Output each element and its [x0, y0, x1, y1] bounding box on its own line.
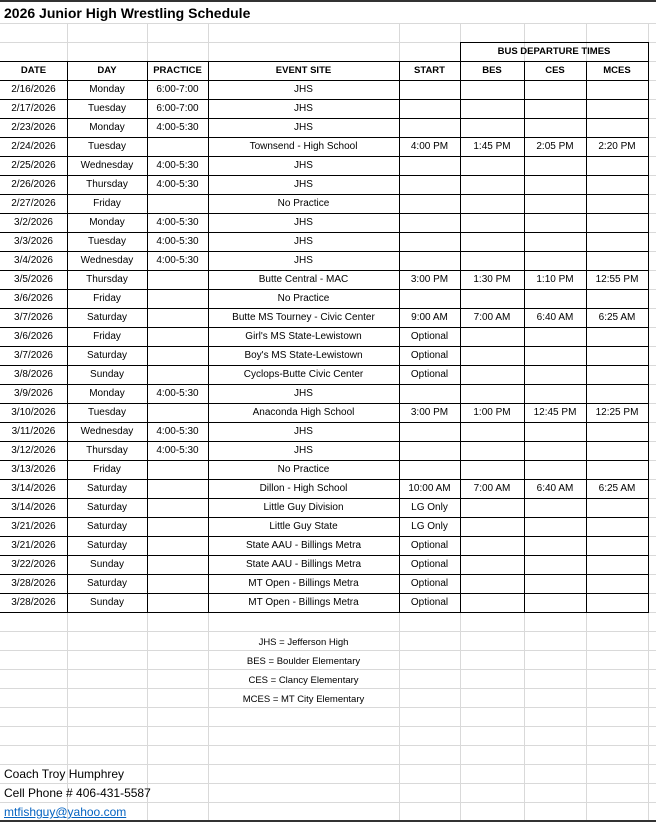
cell-site[interactable]: Boy's MS State-Lewistown [244, 350, 363, 361]
cell-site[interactable]: Little Guy State [269, 521, 338, 532]
table-row [0, 403, 656, 422]
cell-site[interactable]: MT Open - Billings Metra [248, 597, 359, 608]
cell-mces[interactable] [586, 99, 648, 118]
cell-bes[interactable] [460, 289, 524, 308]
cell-day[interactable]: Wednesday [80, 426, 134, 437]
cell-mces[interactable] [586, 232, 648, 251]
cell-bes[interactable]: 1:00 PM [473, 407, 511, 418]
cell-date[interactable]: 3/5/2026 [14, 274, 53, 285]
gridline [0, 631, 656, 632]
cell-day[interactable]: Monday [89, 388, 125, 399]
cell-practice[interactable] [147, 365, 208, 384]
cell-ces[interactable] [524, 555, 586, 574]
cell-start[interactable]: Optional [410, 597, 449, 608]
cell-date[interactable]: 2/16/2026 [11, 84, 56, 95]
cell-start[interactable] [399, 80, 460, 99]
cell-day[interactable]: Thursday [86, 445, 128, 456]
cell-ces[interactable] [524, 593, 586, 612]
cell-day[interactable]: Friday [93, 464, 121, 475]
cell-start[interactable]: Optional [410, 578, 449, 589]
cell-practice[interactable] [147, 308, 208, 327]
table-row [0, 213, 656, 232]
cell-day[interactable]: Tuesday [88, 236, 126, 247]
cell-start[interactable] [399, 384, 460, 403]
cell-practice[interactable] [147, 593, 208, 612]
cell-date[interactable]: 3/10/2026 [11, 407, 56, 418]
cell-date[interactable]: 3/7/2026 [14, 350, 53, 361]
cell-ces[interactable] [524, 194, 586, 213]
cell-ces[interactable] [524, 384, 586, 403]
cell-date[interactable]: 3/8/2026 [14, 369, 53, 380]
cell-ces[interactable] [524, 498, 586, 517]
cell-day[interactable]: Tuesday [88, 141, 126, 152]
coach-email-link[interactable]: mtfishguy@yahoo.com [4, 805, 127, 819]
cell-mces[interactable] [586, 118, 648, 137]
cell-bes[interactable] [460, 460, 524, 479]
cell-day[interactable]: Thursday [86, 179, 128, 190]
cell-site[interactable]: JHS [294, 122, 313, 133]
table-border [0, 612, 649, 613]
legend-bes: BES = Boulder Elementary [246, 656, 361, 667]
cell-ces[interactable]: 6:40 AM [536, 483, 574, 494]
cell-day[interactable]: Monday [89, 84, 125, 95]
table-row [0, 99, 656, 118]
cell-bes[interactable] [460, 194, 524, 213]
cell-day[interactable]: Saturday [86, 540, 128, 551]
table-row [0, 593, 656, 612]
table-row [0, 289, 656, 308]
cell-ces[interactable] [524, 232, 586, 251]
cell-date[interactable]: 3/14/2026 [11, 483, 56, 494]
cell-mces[interactable] [586, 80, 648, 99]
cell-practice[interactable] [147, 289, 208, 308]
cell-bes[interactable] [460, 422, 524, 441]
cell-day[interactable]: Monday [89, 217, 125, 228]
gridline [524, 612, 525, 820]
cell-date[interactable]: 2/26/2026 [11, 179, 56, 190]
cell-site[interactable]: JHS [294, 388, 313, 399]
col-header-practice: PRACTICE [153, 65, 202, 76]
cell-date[interactable]: 3/21/2026 [11, 521, 56, 532]
cell-bes[interactable]: 7:00 AM [473, 483, 511, 494]
cell-bes[interactable] [460, 593, 524, 612]
cell-practice[interactable] [147, 536, 208, 555]
cell-practice[interactable] [147, 194, 208, 213]
cell-start[interactable] [399, 118, 460, 137]
coach-phone: Cell Phone # 406-431-5587 [4, 786, 151, 800]
cell-mces[interactable]: 6:25 AM [598, 312, 636, 323]
cell-start[interactable] [399, 441, 460, 460]
cell-bes[interactable] [460, 384, 524, 403]
cell-practice[interactable] [147, 517, 208, 536]
cell-day[interactable]: Saturday [86, 312, 128, 323]
gridline [0, 23, 656, 24]
cell-bes[interactable] [460, 441, 524, 460]
cell-site[interactable]: Dillon - High School [259, 483, 348, 494]
cell-day[interactable]: Monday [89, 122, 125, 133]
cell-start[interactable] [399, 289, 460, 308]
cell-mces[interactable] [586, 156, 648, 175]
cell-bes[interactable]: 1:45 PM [473, 141, 511, 152]
cell-practice[interactable]: 4:00-5:30 [156, 255, 199, 266]
cell-day[interactable]: Wednesday [80, 160, 134, 171]
table-row [0, 555, 656, 574]
cell-site[interactable]: State AAU - Billings Metra [245, 540, 362, 551]
table-row [0, 517, 656, 536]
cell-practice[interactable] [147, 270, 208, 289]
cell-ces[interactable] [524, 80, 586, 99]
cell-date[interactable]: 3/28/2026 [11, 578, 56, 589]
legend-mces: MCES = MT City Elementary [242, 694, 365, 705]
cell-day[interactable]: Thursday [86, 274, 128, 285]
cell-ces[interactable]: 2:05 PM [536, 141, 574, 152]
cell-practice[interactable]: 4:00-5:30 [156, 388, 199, 399]
table-row [0, 365, 656, 384]
cell-practice[interactable]: 6:00-7:00 [156, 84, 199, 95]
cell-ces[interactable] [524, 251, 586, 270]
gridline [586, 612, 587, 820]
cell-start[interactable]: 3:00 PM [410, 407, 449, 418]
cell-date[interactable]: 3/3/2026 [14, 236, 53, 247]
cell-practice[interactable] [147, 403, 208, 422]
cell-practice[interactable]: 4:00-5:30 [156, 236, 199, 247]
gridline [648, 612, 649, 820]
gridline [399, 612, 400, 820]
col-header-start: START [414, 65, 445, 76]
cell-practice[interactable] [147, 137, 208, 156]
cell-site[interactable]: Butte MS Tourney - Civic Center [232, 312, 375, 323]
cell-site[interactable]: Cyclops-Butte Civic Center [243, 369, 364, 380]
table-row [0, 536, 656, 555]
cell-start[interactable]: 10:00 AM [408, 483, 451, 494]
col-header-event-site: EVENT SITE [275, 65, 332, 76]
cell-mces[interactable] [586, 460, 648, 479]
gridline [460, 612, 461, 820]
cell-date[interactable]: 2/24/2026 [11, 141, 56, 152]
cell-practice[interactable]: 4:00-5:30 [156, 160, 199, 171]
cell-mces[interactable] [586, 175, 648, 194]
cell-practice[interactable]: 4:00-5:30 [156, 445, 199, 456]
cell-ces[interactable] [524, 460, 586, 479]
cell-site[interactable]: Little Guy Division [263, 502, 344, 513]
cell-start[interactable]: Optional [410, 369, 449, 380]
cell-bes[interactable] [460, 555, 524, 574]
cell-bes[interactable] [460, 99, 524, 118]
cell-practice[interactable] [147, 555, 208, 574]
cell-date[interactable]: 3/12/2026 [11, 445, 56, 456]
cell-ces[interactable] [524, 175, 586, 194]
cell-day[interactable]: Saturday [86, 521, 128, 532]
cell-date[interactable]: 3/7/2026 [14, 312, 53, 323]
cell-start[interactable]: LG Only [411, 521, 448, 532]
col-header-mces: MCES [603, 65, 631, 76]
legend-jhs: JHS = Jefferson High [258, 637, 349, 648]
col-header-date: DATE [20, 65, 47, 76]
cell-mces[interactable] [586, 517, 648, 536]
cell-ces[interactable] [524, 441, 586, 460]
cell-day[interactable]: Saturday [86, 502, 128, 513]
cell-bes[interactable] [460, 327, 524, 346]
cell-start[interactable]: Optional [410, 540, 449, 551]
cell-start[interactable] [399, 194, 460, 213]
cell-mces[interactable] [586, 251, 648, 270]
cell-mces[interactable]: 12:55 PM [595, 274, 639, 285]
cell-start[interactable] [399, 175, 460, 194]
cell-bes[interactable] [460, 156, 524, 175]
cell-ces[interactable] [524, 574, 586, 593]
cell-ces[interactable] [524, 517, 586, 536]
cell-practice[interactable] [147, 574, 208, 593]
cell-date[interactable]: 3/6/2026 [14, 293, 53, 304]
cell-site[interactable]: MT Open - Billings Metra [248, 578, 359, 589]
cell-date[interactable]: 3/22/2026 [11, 559, 56, 570]
table-row [0, 574, 656, 593]
col-header-day: DAY [97, 65, 117, 76]
bus-group-header-row [0, 42, 656, 61]
cell-practice[interactable] [147, 479, 208, 498]
cell-mces[interactable] [586, 289, 648, 308]
cell-site[interactable]: JHS [294, 445, 313, 456]
cell-bes[interactable] [460, 175, 524, 194]
cell-start[interactable] [399, 422, 460, 441]
cell-ces[interactable]: 6:40 AM [536, 312, 574, 323]
cell-site[interactable]: JHS [294, 160, 313, 171]
cell-day[interactable]: Tuesday [88, 103, 126, 114]
cell-date[interactable]: 3/28/2026 [11, 597, 56, 608]
cell-start[interactable]: 9:00 AM [411, 312, 448, 323]
cell-day[interactable]: Saturday [86, 350, 128, 361]
cell-start[interactable]: 4:00 PM [410, 141, 449, 152]
cell-ces[interactable] [524, 118, 586, 137]
cell-mces[interactable] [586, 498, 648, 517]
cell-start[interactable] [399, 460, 460, 479]
table-row [0, 137, 656, 156]
table-row [0, 194, 656, 213]
cell-site[interactable]: No Practice [277, 293, 330, 304]
cell-site[interactable]: JHS [294, 179, 313, 190]
table-row [0, 479, 656, 498]
cell-mces[interactable] [586, 346, 648, 365]
cell-date[interactable]: 3/4/2026 [14, 255, 53, 266]
cell-site[interactable]: State AAU - Billings Metra [245, 559, 362, 570]
table-row [0, 270, 656, 289]
table-row [0, 441, 656, 460]
cell-day[interactable]: Wednesday [80, 255, 134, 266]
coach-name: Coach Troy Humphrey [4, 767, 125, 781]
cell-day[interactable]: Friday [93, 198, 121, 209]
cell-ces[interactable]: 1:10 PM [536, 274, 574, 285]
cell-site[interactable]: Townsend - High School [249, 141, 358, 152]
cell-ces[interactable] [524, 327, 586, 346]
cell-day[interactable]: Sunday [90, 559, 124, 570]
cell-ces[interactable] [524, 536, 586, 555]
cell-date[interactable]: 3/11/2026 [11, 426, 56, 437]
cell-ces[interactable] [524, 213, 586, 232]
cell-practice[interactable]: 4:00-5:30 [156, 217, 199, 228]
cell-start[interactable]: LG Only [411, 502, 448, 513]
cell-mces[interactable] [586, 213, 648, 232]
cell-practice[interactable]: 6:00-7:00 [156, 103, 199, 114]
cell-site[interactable]: JHS [294, 236, 313, 247]
table-row [0, 498, 656, 517]
cell-start[interactable]: 3:00 PM [410, 274, 449, 285]
cell-bes[interactable]: 1:30 PM [473, 274, 511, 285]
cell-mces[interactable] [586, 536, 648, 555]
cell-site[interactable]: Anaconda High School [252, 407, 355, 418]
cell-start[interactable] [399, 156, 460, 175]
cell-ces[interactable] [524, 99, 586, 118]
cell-start[interactable] [399, 99, 460, 118]
cell-mces[interactable] [586, 327, 648, 346]
cell-start[interactable] [399, 213, 460, 232]
table-row [0, 460, 656, 479]
page-title: 2026 Junior High Wrestling Schedule [4, 5, 251, 21]
gridline [0, 745, 656, 746]
col-header-ces: CES [545, 65, 565, 76]
cell-date[interactable]: 3/6/2026 [14, 331, 53, 342]
cell-ces[interactable] [524, 289, 586, 308]
cell-bes[interactable] [460, 80, 524, 99]
cell-bes[interactable] [460, 536, 524, 555]
cell-site[interactable]: Butte Central - MAC [258, 274, 349, 285]
table-row [0, 422, 656, 441]
table-row [0, 80, 656, 99]
cell-mces[interactable] [586, 441, 648, 460]
legend-ces: CES = Clancy Elementary [248, 675, 359, 686]
cell-date[interactable]: 3/13/2026 [11, 464, 56, 475]
cell-site[interactable]: JHS [294, 217, 313, 228]
cell-mces[interactable] [586, 194, 648, 213]
cell-site[interactable]: JHS [294, 84, 313, 95]
cell-bes[interactable] [460, 517, 524, 536]
cell-mces[interactable] [586, 593, 648, 612]
cell-ces[interactable] [524, 346, 586, 365]
cell-site[interactable]: No Practice [277, 198, 330, 209]
cell-mces[interactable]: 6:25 AM [598, 483, 636, 494]
cell-mces[interactable] [586, 365, 648, 384]
cell-site[interactable]: No Practice [277, 464, 330, 475]
col-header-bes: BES [482, 65, 502, 76]
cell-practice[interactable] [147, 327, 208, 346]
cell-practice[interactable] [147, 346, 208, 365]
cell-date[interactable]: 2/25/2026 [11, 160, 56, 171]
cell-bes[interactable] [460, 574, 524, 593]
table-row [0, 156, 656, 175]
cell-date[interactable]: 2/23/2026 [11, 122, 56, 133]
table-row [0, 175, 656, 194]
cell-bes[interactable] [460, 346, 524, 365]
cell-day[interactable]: Saturday [86, 483, 128, 494]
cell-start[interactable] [399, 251, 460, 270]
cell-start[interactable]: Optional [410, 559, 449, 570]
cell-practice[interactable]: 4:00-5:30 [156, 122, 199, 133]
cell-day[interactable]: Tuesday [88, 407, 126, 418]
cell-practice[interactable] [147, 498, 208, 517]
cell-day[interactable]: Friday [93, 293, 121, 304]
cell-site[interactable]: JHS [294, 103, 313, 114]
cell-date[interactable]: 3/14/2026 [11, 502, 56, 513]
cell-date[interactable]: 3/21/2026 [11, 540, 56, 551]
cell-ces[interactable] [524, 156, 586, 175]
cell-date[interactable]: 2/27/2026 [11, 198, 56, 209]
cell-practice[interactable] [147, 460, 208, 479]
cell-mces[interactable] [586, 384, 648, 403]
bus-departure-header: BUS DEPARTURE TIMES [497, 46, 611, 57]
table-row [0, 118, 656, 137]
cell-day[interactable]: Saturday [86, 578, 128, 589]
cell-bes[interactable] [460, 213, 524, 232]
cell-bes[interactable] [460, 365, 524, 384]
cell-date[interactable]: 3/9/2026 [14, 388, 53, 399]
cell-day[interactable]: Friday [93, 331, 121, 342]
cell-ces[interactable]: 12:45 PM [533, 407, 577, 418]
cell-mces[interactable] [586, 574, 648, 593]
cell-mces[interactable] [586, 422, 648, 441]
cell-start[interactable]: Optional [410, 350, 449, 361]
top-border [0, 0, 656, 2]
cell-mces[interactable] [586, 555, 648, 574]
cell-date[interactable]: 2/17/2026 [11, 103, 56, 114]
cell-start[interactable] [399, 232, 460, 251]
cell-date[interactable]: 3/2/2026 [14, 217, 53, 228]
cell-day[interactable]: Sunday [90, 369, 124, 380]
cell-day[interactable]: Sunday [90, 597, 124, 608]
cell-practice[interactable]: 4:00-5:30 [156, 426, 199, 437]
cell-bes[interactable]: 7:00 AM [473, 312, 511, 323]
cell-mces[interactable]: 2:20 PM [598, 141, 636, 152]
cell-site[interactable]: JHS [294, 255, 313, 266]
cell-mces[interactable]: 12:25 PM [595, 407, 639, 418]
table-row [0, 327, 656, 346]
gridline [0, 726, 656, 727]
cell-start[interactable]: Optional [410, 331, 449, 342]
column-header-row [0, 61, 656, 80]
cell-bes[interactable] [460, 118, 524, 137]
cell-site[interactable]: Girl's MS State-Lewistown [245, 331, 362, 342]
table-row [0, 232, 656, 251]
cell-practice[interactable]: 4:00-5:30 [156, 179, 199, 190]
table-row [0, 384, 656, 403]
cell-bes[interactable] [460, 251, 524, 270]
table-row [0, 308, 656, 327]
cell-bes[interactable] [460, 498, 524, 517]
cell-bes[interactable] [460, 232, 524, 251]
table-row [0, 251, 656, 270]
table-row [0, 346, 656, 365]
cell-site[interactable]: JHS [294, 426, 313, 437]
cell-ces[interactable] [524, 365, 586, 384]
cell-ces[interactable] [524, 422, 586, 441]
